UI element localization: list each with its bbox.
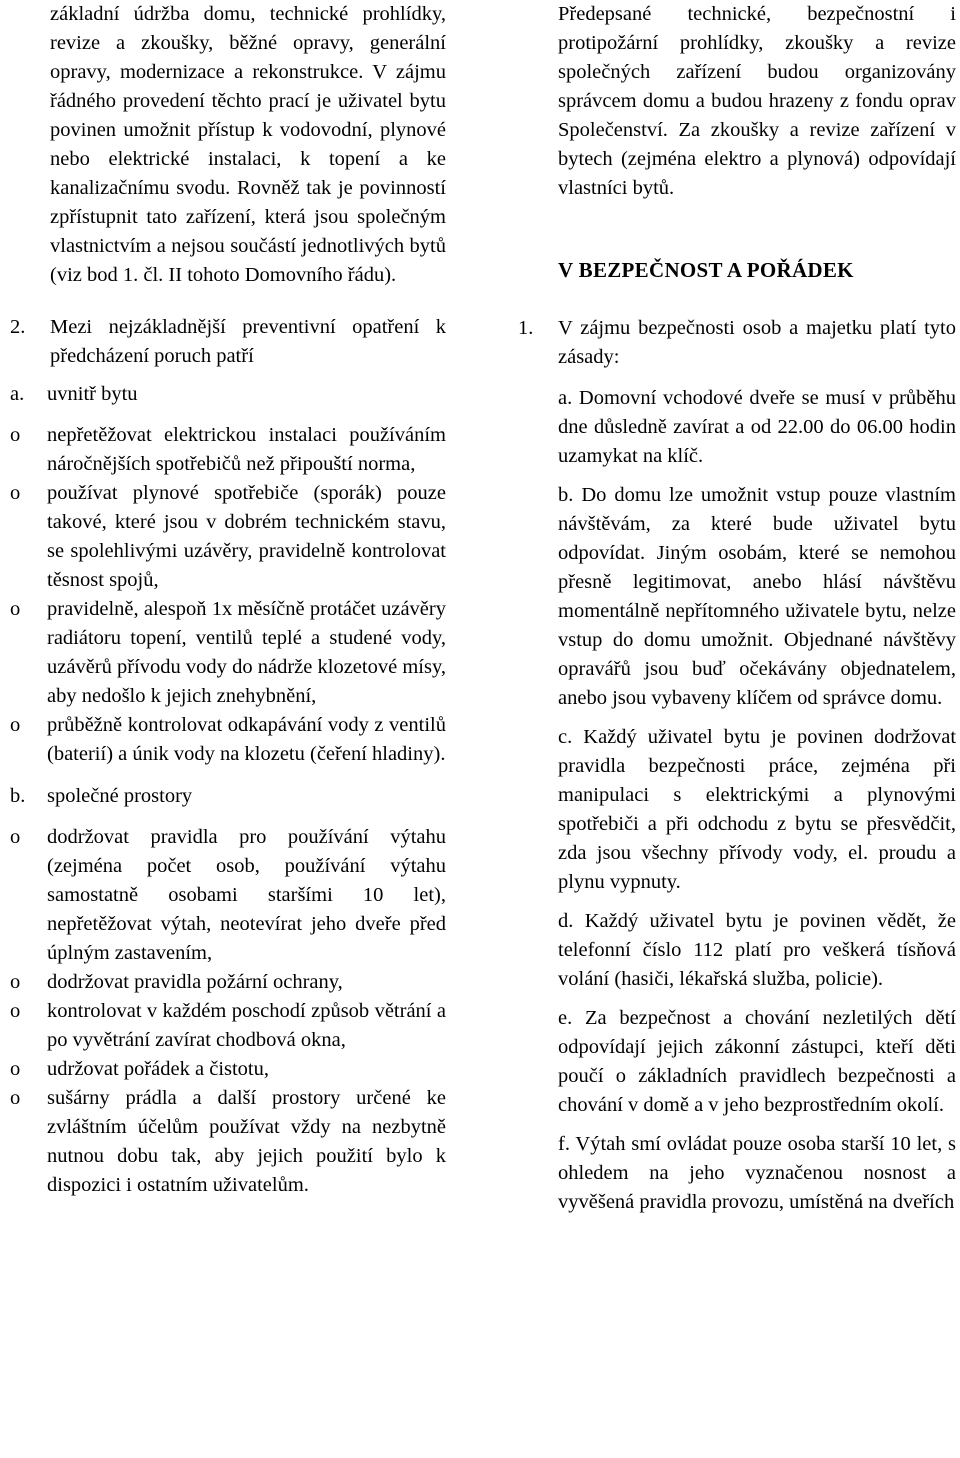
rule-letter: a. bbox=[558, 387, 573, 409]
rule-item: a. Domovní vchodové dveře se musí v průběhu dne důsledně zavírat a od 22.00 do 06.00 hodin uzamykat na klíč. bbox=[558, 387, 957, 467]
rule-item: c. Každý uživatel bytu je povinen dodržovat pravidla bezpečnosti práce, zejména při manipulaci s elektrickými a plynovými spotřebiči a při odchodu z bytu se přesvědčit, zda jsou všechny přívody vody, el. proudu a plynu vypnuty. bbox=[558, 726, 957, 893]
subsection-a bbox=[10, 380, 446, 409]
bullet-icon: o bbox=[10, 424, 21, 446]
list-item: o nepřetěžovat elektrickou instalaci používáním náročnějších spotřebičů než připouští norma, bbox=[10, 421, 446, 479]
bullet-icon: o bbox=[10, 1058, 21, 1080]
list-item: o dodržovat pravidla požární ochrany, bbox=[10, 968, 446, 997]
rule-item: f. Výtah smí ovládat pouze osoba starší 10 let, s ohledem na jeho vyznačenou nosnost a vyvěšená pravidla provozu, umístěná na dveřích bbox=[558, 1133, 956, 1213]
continuation-paragraph: Předepsané technické, bezpečnostní i protipožární prohlídky, zkoušky a revize společných zařízení budou organizovány správcem domu a budou hrazeny z fondu oprav Společenství. Za zkoušky a revize zařízení v bytech (zejména elektro a plynová) odpovídají vlastníci bytů. bbox=[558, 3, 956, 199]
subsection-a-title: uvnitř bytu bbox=[47, 383, 138, 405]
bullet-icon: o bbox=[10, 1000, 21, 1022]
rule-item: e. Za bezpečnost a chování nezletilých dětí odpovídají jejich zákonní zástupci, kteří děti poučí o základních pravidlech bezpečnosti a chování v domě a v jeho bezprostředním okolí. bbox=[558, 1007, 956, 1116]
rule-letter: b. bbox=[558, 484, 574, 506]
bullet-icon: o bbox=[10, 482, 21, 504]
intro-paragraph: základní údržba domu, technické prohlídky, revize a zkoušky, běžné opravy, generální opravy, modernizace a rekonstrukce. V zájmu řádného provedení těchto prací je uživatel bytu povinen umožnit přístup k vodovodní, plynové nebo elektrické instalaci, k topení a ke kanalizačnímu svodu. Rovněž tak je povinností zpřístupnit tato zařízení, která jsou společným vlastnictvím a nejsou součástí jednotlivých bytů (viz bod 1. čl. II tohoto Domovního řádu). bbox=[50, 3, 446, 286]
list-item: o sušárny prádla a další prostory určené ke zvláštním účelům používat vždy na nezbytně nutnou dobu tak, aby jejich použití bylo k dispozici i ostatním uživatelům. bbox=[10, 1084, 446, 1200]
subsection-b bbox=[10, 782, 446, 811]
bullet-icon: o bbox=[10, 714, 21, 736]
list-item: o průběžně kontrolovat odkapávání vody z ventilů (baterií) a únik vody na klozetu (čeření hladiny). bbox=[10, 711, 446, 769]
list-item: o pravidelně, alespoň 1x měsíčně protáčet uzávěry radiátoru topení, ventilů teplé a studené vody, uzávěrů přívodu vody do nádrže klozetové mísy, aby nedošlo k jejich znehybnění, bbox=[10, 595, 446, 711]
left-column bbox=[10, 0, 446, 1200]
rule-item: b. Do domu lze umožnit vstup pouze vlastním návštěvám, za které bude uživatel bytu odpovídat. Jiným osobám, které se nemohou přesně legitimovat, anebo hlásí návštěvu momentálně nepřítomného uživatele bytu, nelze vstup do domu umožnit. Objednané návštěvy opravářů jsou buď očekávány objednatelem, anebo jsou vybaveny klíčem od správce domu. bbox=[558, 484, 957, 709]
subsection-b-list bbox=[10, 823, 446, 1200]
section-heading: V BEZPEČNOST A POŘÁDEK bbox=[558, 258, 854, 282]
subsection-b-letter: b. bbox=[10, 785, 26, 807]
list-item: o dodržovat pravidla pro používání výtahu (zejména počet osob, používání výtahu samostatně osobami staršími 10 let), nepřetěžovat výtah, neotevírat jeho dveře před úplným zastavením, bbox=[10, 823, 446, 968]
bullet-icon: o bbox=[10, 1087, 21, 1109]
rule-letter: e. bbox=[558, 1007, 573, 1029]
section-paragraph-1: 1. V zájmu bezpečnosti osob a majetku platí tyto zásady: bbox=[518, 314, 956, 372]
rule-item: d. Každý uživatel bytu je povinen vědět, že telefonní číslo 112 platí pro veškerá tísňová volání (hasiči, lékařská služba, policie). bbox=[558, 910, 957, 990]
list-item: o používat plynové spotřebiče (sporák) pouze takové, které jsou v dobrém technickém stavu, se spolehlivými uzávěry, pravidelně kontrolovat těsnost spojů, bbox=[10, 479, 446, 595]
bullet-icon: o bbox=[10, 826, 21, 848]
paragraph-2-number: 2. bbox=[10, 316, 26, 338]
list-item: o kontrolovat v každém poschodí způsob větrání a po vyvětrání zavírat chodbová okna, bbox=[10, 997, 446, 1055]
bullet-icon: o bbox=[10, 598, 21, 620]
subsection-b-title: společné prostory bbox=[47, 785, 193, 807]
list-item: o udržovat pořádek a čistotu, bbox=[10, 1055, 446, 1084]
right-column bbox=[518, 0, 956, 1217]
rule-letter: d. bbox=[558, 910, 574, 932]
section-paragraph-1-number: 1. bbox=[518, 317, 534, 339]
subsection-a-letter: a. bbox=[10, 383, 25, 405]
subsection-a-list bbox=[10, 421, 446, 769]
bullet-icon: o bbox=[10, 971, 21, 993]
paragraph-2-text: Mezi nejzákladnější preventivní opatření k předcházení poruch patří bbox=[50, 316, 446, 367]
rule-letter: f. bbox=[558, 1133, 570, 1155]
rules-list bbox=[518, 384, 956, 1217]
paragraph-2 bbox=[10, 313, 446, 371]
rule-letter: c. bbox=[558, 726, 573, 748]
